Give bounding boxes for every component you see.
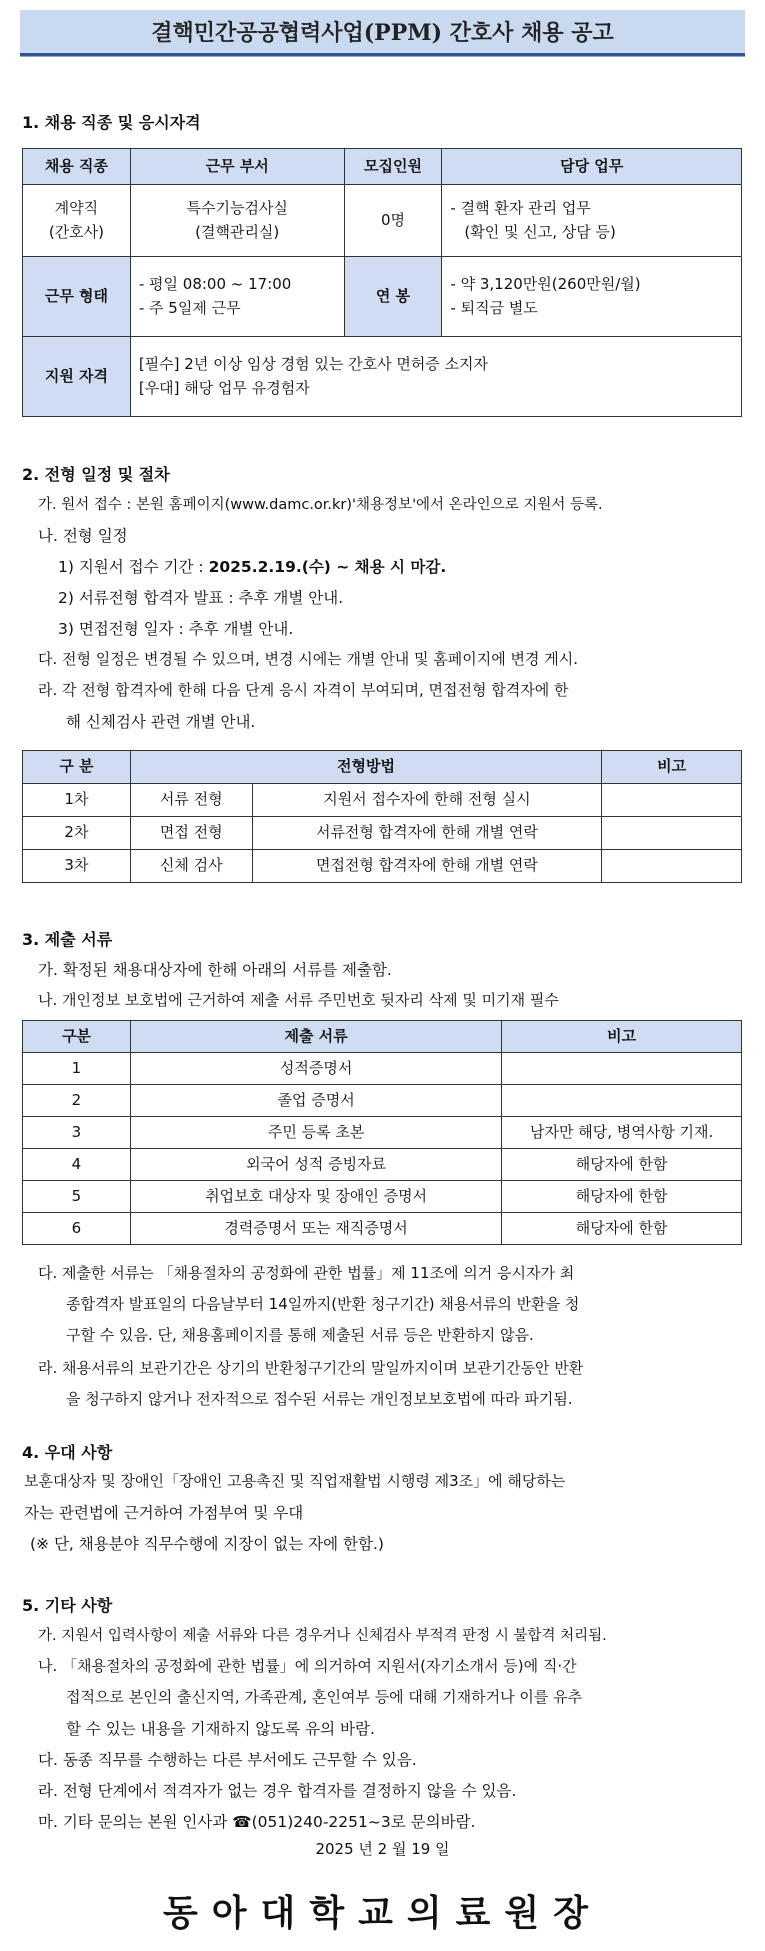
s3-da-line3: 구할 수 있음. 단, 채용홈페이지를 통해 제출된 서류 등은 반환하지 않음.: [66, 1326, 534, 1344]
salary-label: 연 봉: [344, 257, 442, 337]
dept-line2: (결핵관리실): [195, 222, 280, 241]
t3-note: 해당자에 한함: [502, 1149, 742, 1181]
t3-note: [502, 1085, 742, 1117]
table-row: [23, 1213, 742, 1245]
dept-line1: 특수기능검사실: [186, 199, 288, 218]
t2-desc: 면접전형 합격자에 한해 개별 연락: [252, 850, 601, 883]
s5-na-line3: 할 수 있는 내용을 기재하지 않도록 유의 바람.: [66, 1720, 375, 1738]
t3-no: 3: [23, 1117, 131, 1149]
table-row: [23, 850, 742, 883]
t3-no: 5: [23, 1181, 131, 1213]
s3-da-line1: 다. 제출한 서류는 「채용절차의 공정화에 관한 법률」제 11조에 의거 응시자가 최: [38, 1264, 575, 1282]
t3-header-note: 비고: [502, 1021, 742, 1053]
table-row: [23, 784, 742, 817]
count-cell: 0명: [344, 185, 442, 257]
s5-ra: 라. 전형 단계에서 적격자가 없는 경우 합격자를 결정하지 않을 수 있음.: [38, 1782, 517, 1800]
page-title: 결핵민간공공협력사업(PPM) 간호사 채용 공고: [20, 10, 745, 56]
job-type-line2: (간호사): [48, 222, 105, 241]
s4-line1: 보훈대상자 및 장애인「장애인 고용촉진 및 직업재활법 시행령 제3조」에 해당하는: [24, 1472, 566, 1490]
duty-line1: - 결핵 환자 관리 업무: [450, 199, 591, 218]
salary-cell: [442, 257, 742, 337]
documents-table: [22, 1020, 742, 1245]
notice-date: 2025 년 2 월 19 일: [315, 1840, 450, 1858]
t2-note: [602, 850, 742, 883]
s3-ga: 가. 확정된 채용대상자에 한해 아래의 서류를 제출함.: [38, 961, 392, 979]
t3-header-no: 구분: [23, 1021, 131, 1053]
t3-doc: 졸업 증명서: [130, 1085, 501, 1117]
s4-line3: (※ 단, 채용분야 직무수행에 지장이 없는 자에 한함.): [30, 1535, 384, 1553]
t2-method: 서류 전형: [130, 784, 252, 817]
section-4-heading: 4. 우대 사항: [22, 1443, 113, 1462]
job-type-cell: [23, 185, 131, 257]
qualification-label: 지원 자격: [23, 337, 131, 417]
s3-ra-line1: 라. 채용서류의 보관기간은 상기의 반환청구기간의 말일까지이며 보관기간동안 반환: [38, 1359, 584, 1377]
t3-doc: 외국어 성적 증빙자료: [130, 1149, 501, 1181]
t2-header-note: 비고: [602, 751, 742, 784]
s2-item1-prefix: 1) 지원서 접수 기간 :: [58, 558, 209, 576]
salary-line1: - 약 3,120만원(260만원/월): [450, 275, 641, 294]
t3-note: 남자만 해당, 병역사항 기재.: [502, 1117, 742, 1149]
qualification-cell: [130, 337, 741, 417]
s2-ga: 가. 원서 접수 : 본원 홈페이지(www.damc.or.kr)'채용정보'에서 온라인으로 지원서 등록.: [38, 497, 603, 513]
col-header-dept: 근무 부서: [130, 149, 344, 185]
s2-item1-deadline: 2025.2.19.(수) ~ 채용 시 마감.: [208, 558, 447, 576]
job-type-line1: 계약직: [54, 199, 99, 218]
qual-line1: [필수] 2년 이상 임상 경험 있는 간호사 면허증 소지자: [138, 355, 489, 374]
t3-note: 해당자에 한함: [502, 1213, 742, 1245]
t3-no: 1: [23, 1053, 131, 1085]
s3-na: 나. 개인정보 보호법에 근거하여 제출 서류 주민번호 뒷자리 삭제 및 미기재 필수: [38, 991, 559, 1009]
t3-doc: 주민 등록 초본: [130, 1117, 501, 1149]
t3-note: [502, 1053, 742, 1085]
table-row: [23, 1117, 742, 1149]
table-row: [23, 1181, 742, 1213]
s5-na-line1: 나. 「채용절차의 공정화에 관한 법률」에 의거하여 지원서(자기소개서 등)에 직·간: [38, 1657, 577, 1675]
work-type-cell: [130, 257, 344, 337]
t3-doc: 성적증명서: [130, 1053, 501, 1085]
section-3-heading: 3. 제출 서류: [22, 930, 113, 949]
salary-line2: - 퇴직금 별도: [450, 298, 538, 317]
col-header-job: 채용 직종: [23, 149, 131, 185]
s2-da: 다. 전형 일정은 변경될 수 있으며, 변경 시에는 개별 안내 및 홈페이지에 변경 게시.: [38, 650, 578, 668]
section-1-heading: 1. 채용 직종 및 응시자격: [22, 113, 201, 132]
s5-ma: 마. 기타 문의는 본원 인사과 ☎(051)240-2251~3로 문의바람.: [38, 1813, 476, 1831]
t2-stage: 3차: [23, 850, 131, 883]
selection-process-table: [22, 750, 742, 883]
t2-stage: 1차: [23, 784, 131, 817]
duty-line2: (확인 및 신고, 상담 등): [464, 222, 616, 241]
s5-ga: 가. 지원서 입력사항이 제출 서류와 다른 경우거나 신체검사 부적격 판정 시 불합격 처리됨.: [38, 1628, 607, 1644]
table-row: [23, 1149, 742, 1181]
t2-note: [602, 817, 742, 850]
t3-header-doc: 제출 서류: [130, 1021, 501, 1053]
t2-method: 신체 검사: [130, 850, 252, 883]
t3-doc: 경력증명서 또는 재직증명서: [130, 1213, 501, 1245]
s2-na: 나. 전형 일정: [38, 527, 128, 545]
t3-doc: 취업보호 대상자 및 장애인 증명서: [130, 1181, 501, 1213]
section-2-heading: 2. 전형 일정 및 절차: [22, 465, 170, 484]
s2-ra-line2: 해 신체검사 관련 개별 안내.: [66, 713, 256, 731]
s2-ra-line1: 라. 각 전형 합격자에 한해 다음 단계 응시 자격이 부여되며, 면접전형 합격자에 한: [38, 681, 569, 699]
qual-line2: [우대] 해당 업무 유경험자: [138, 378, 310, 397]
col-header-duty: 담당 업무: [442, 149, 742, 185]
s2-item3: 3) 면접전형 일자 : 추후 개별 안내.: [58, 620, 294, 638]
work-line2: - 주 5일제 근무: [138, 298, 241, 317]
col-header-count: 모집인원: [344, 149, 442, 185]
s3-da-line2: 종합격자 발표일의 다음날부터 14일까지(반환 청구기간) 채용서류의 반환을 청: [66, 1295, 580, 1313]
table-row: [23, 1053, 742, 1085]
t2-header-stage: 구 분: [23, 751, 131, 784]
s3-ra-line2: 을 청구하지 않거나 전자적으로 접수된 서류는 개인정보보호법에 따라 파기됨.: [66, 1390, 573, 1408]
t3-no: 6: [23, 1213, 131, 1245]
work-line1: - 평일 08:00 ~ 17:00: [138, 275, 292, 294]
t3-no: 2: [23, 1085, 131, 1117]
table-row: [23, 1085, 742, 1117]
s2-item1: [58, 555, 446, 577]
qualification-table: [22, 148, 742, 417]
s4-line2: 자는 관련법에 근거하여 가점부여 및 우대: [24, 1504, 304, 1522]
t3-note: 해당자에 한함: [502, 1181, 742, 1213]
work-type-label: 근무 형태: [23, 257, 131, 337]
table-row: [23, 817, 742, 850]
issuer-signature: 동아대학교의료원장: [163, 1892, 602, 1934]
s5-da: 다. 동종 직무를 수행하는 다른 부서에도 근무할 수 있음.: [38, 1751, 417, 1769]
t3-no: 4: [23, 1149, 131, 1181]
section-5-heading: 5. 기타 사항: [22, 1596, 113, 1615]
t2-method: 면접 전형: [130, 817, 252, 850]
t2-note: [602, 784, 742, 817]
s2-item2: 2) 서류전형 합격자 발표 : 추후 개별 안내.: [58, 589, 344, 607]
t2-stage: 2차: [23, 817, 131, 850]
t2-header-method: 전형방법: [130, 751, 601, 784]
t2-desc: 지원서 접수자에 한해 전형 실시: [252, 784, 601, 817]
s5-na-line2: 접적으로 본인의 출신지역, 가족관계, 혼인여부 등에 대해 기재하거나 이를 유추: [66, 1688, 583, 1706]
dept-cell: [130, 185, 344, 257]
t2-desc: 서류전형 합격자에 한해 개별 연락: [252, 817, 601, 850]
duty-cell: [442, 185, 742, 257]
